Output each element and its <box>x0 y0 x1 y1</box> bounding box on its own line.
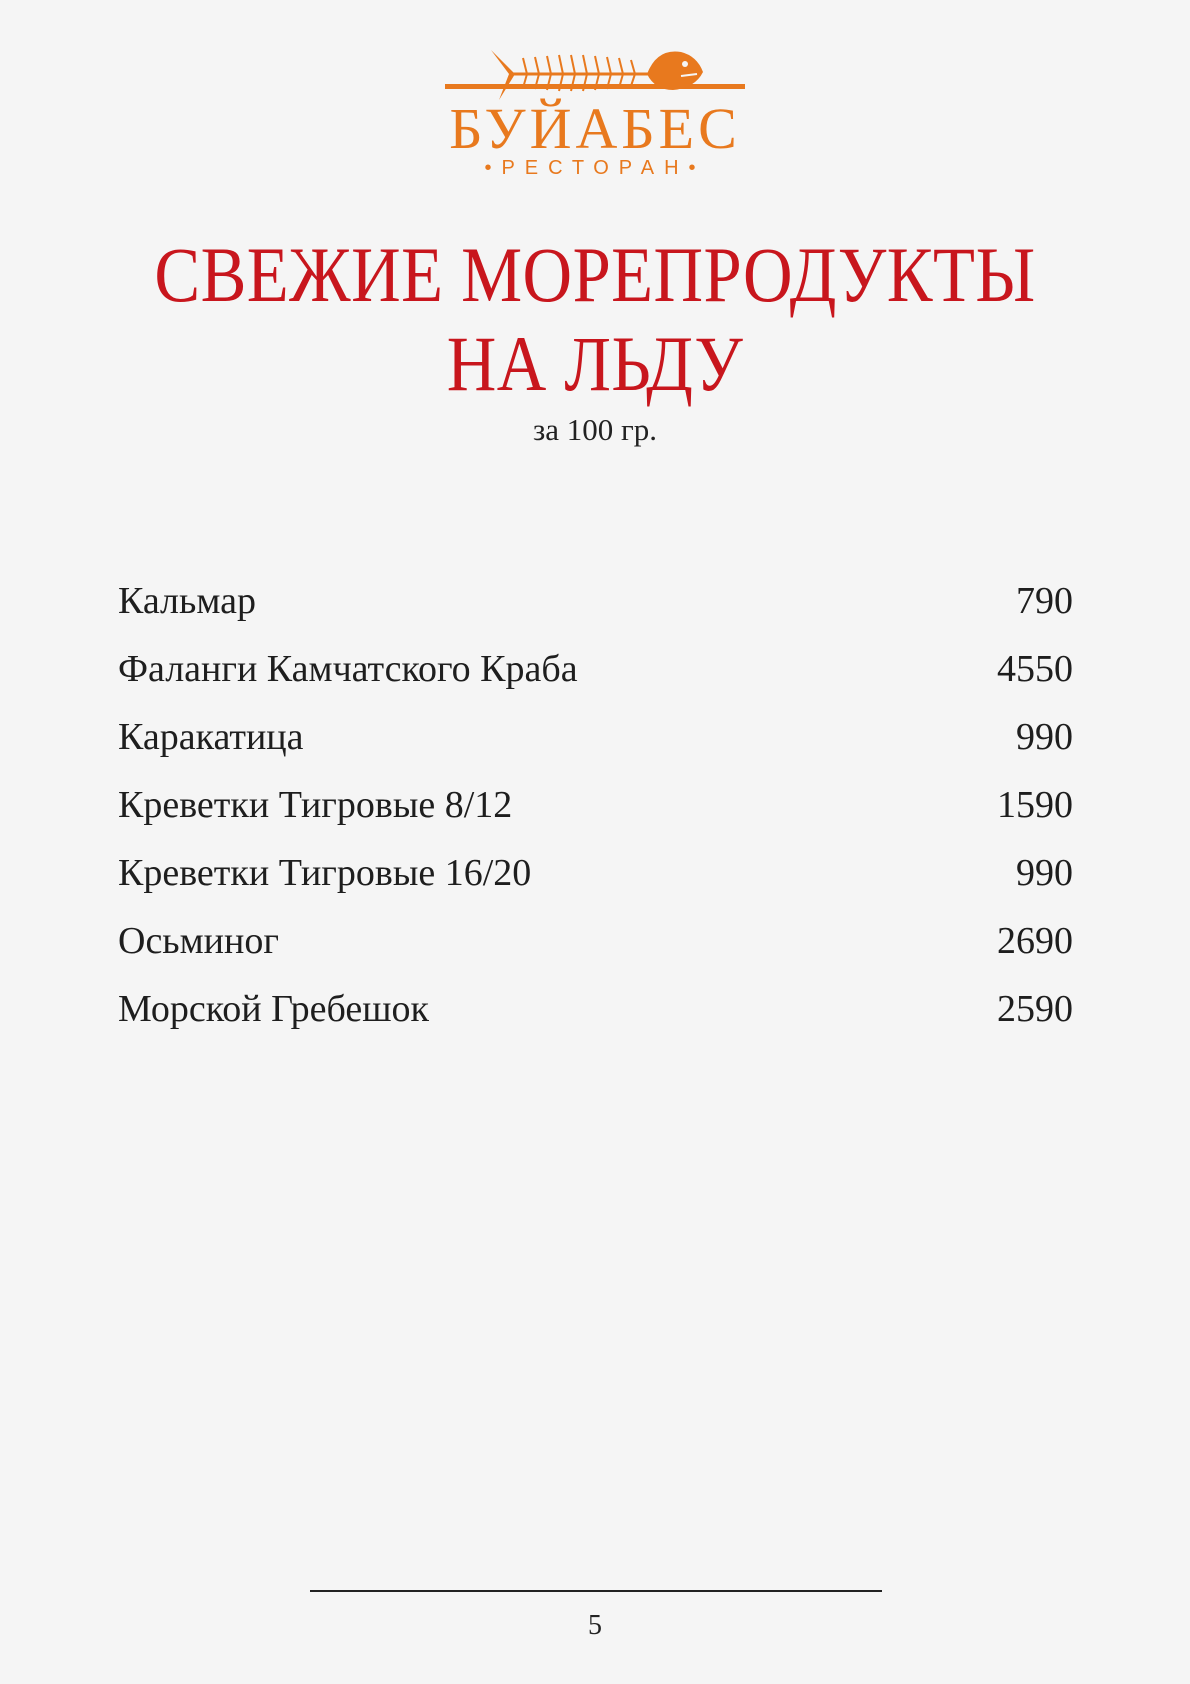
page-title-line-1: СВЕЖИЕ МОРЕПРОДУКТЫ <box>154 231 1036 318</box>
menu-item-price: 2590 <box>997 988 1073 1030</box>
menu-item-price: 990 <box>1016 716 1073 758</box>
menu-item-name: Креветки Тигровые 8/12 <box>118 784 513 826</box>
fish-skeleton-icon <box>435 44 755 180</box>
menu-item-name: Морской Гребешок <box>118 988 429 1030</box>
menu-item-name: Кальмар <box>118 580 256 622</box>
menu-item-name: Осьминог <box>118 920 279 962</box>
page-subtitle: за 100 гр. <box>533 412 657 447</box>
menu-item <box>118 712 1073 780</box>
menu-item-price: 990 <box>1016 852 1073 894</box>
menu-item-name: Фаланги Камчатского Краба <box>118 648 578 690</box>
menu-item-price: 1590 <box>997 784 1073 826</box>
menu-item-price: 4550 <box>997 648 1073 690</box>
menu-item <box>118 780 1073 848</box>
menu-list <box>118 576 1073 1052</box>
menu-item-name: Каракатица <box>118 716 304 758</box>
svg-text:•РЕСТОРАН•: •РЕСТОРАН• <box>484 157 706 179</box>
menu-item <box>118 984 1073 1052</box>
menu-item <box>118 916 1073 984</box>
page-number: 5 <box>588 1610 602 1641</box>
menu-item <box>118 576 1073 644</box>
restaurant-logo <box>0 44 1190 184</box>
menu-item-price: 790 <box>1016 580 1073 622</box>
footer-divider <box>310 1590 882 1592</box>
svg-text:БУЙАБЕС: БУЙАБЕС <box>449 96 741 161</box>
page-title-line-2: НА ЛЬДУ <box>446 320 744 407</box>
menu-item <box>118 848 1073 916</box>
menu-item-price: 2690 <box>997 920 1073 962</box>
menu-item <box>118 644 1073 712</box>
menu-item-name: Креветки Тигровые 16/20 <box>118 852 532 894</box>
